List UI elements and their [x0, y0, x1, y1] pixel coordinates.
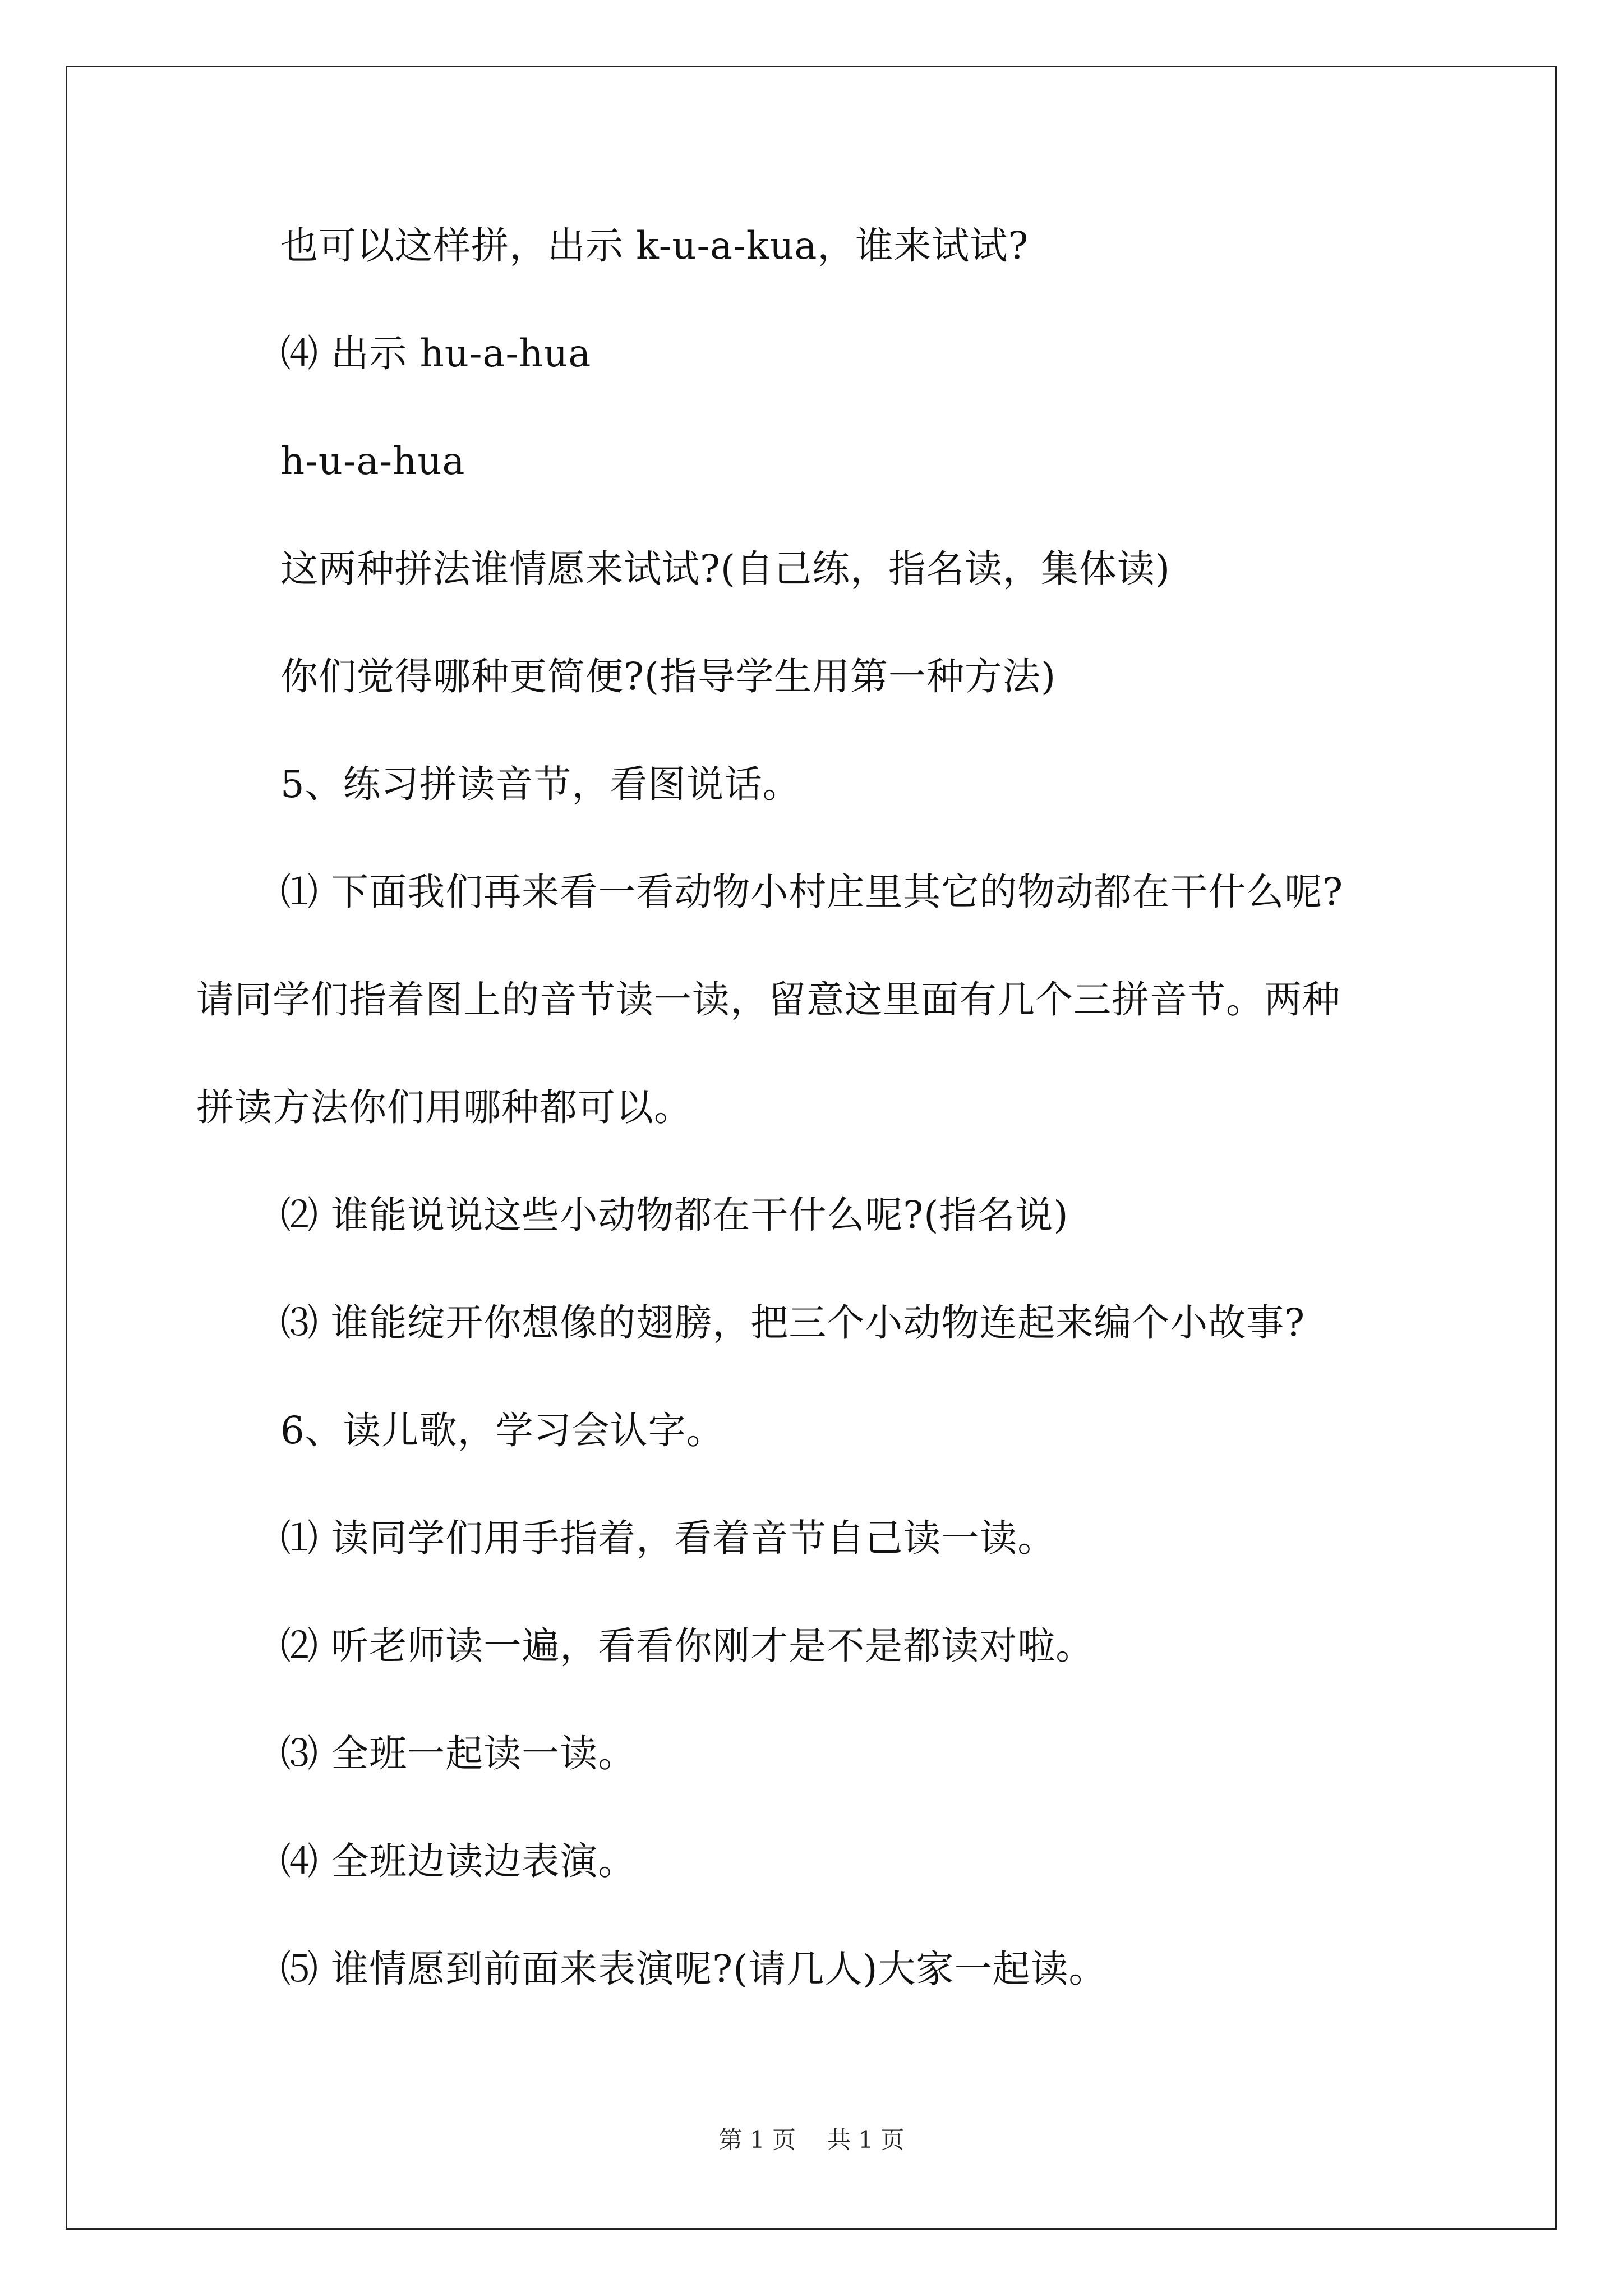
paragraph: 你们觉得哪种更简便?(指导学生用第一种方法) [280, 655, 1057, 698]
paragraph: h-u-a-hua [280, 439, 465, 483]
paragraph: 这两种拼法谁情愿来试试?(自己练，指名读，集体读) [280, 547, 1171, 591]
paragraph: ⑶ 全班一起读一读。 [280, 1732, 637, 1775]
page-number: 第 1 页 [718, 2126, 796, 2154]
paragraph: ⑵ 听老师读一遍，看看你刚才是不是都读对啦。 [280, 1624, 1094, 1668]
paragraph-line: 拼读方法你们用哪种都可以。 [196, 1085, 692, 1129]
paragraph: ⑶ 谁能绽开你想像的翅膀，把三个小动物连起来编个小故事? [280, 1301, 1306, 1345]
section-heading: 5、练习拼读音节，看图说话。 [280, 762, 801, 806]
paragraph: ⑴ 读同学们用手指着，看着音节自己读一读。 [280, 1516, 1056, 1560]
paragraph: ⑷ 出示 hu-a-hua [280, 332, 592, 375]
multiline-paragraph [196, 865, 1458, 1134]
paragraph-line: 请同学们指着图上的音节读一读，留意这里面有几个三拼音节。两种 [196, 978, 1340, 1022]
document-body [196, 219, 1458, 1996]
paragraph: ⑷ 全班边读边表演。 [280, 1839, 637, 1883]
page-footer [0, 2123, 1623, 2157]
section-heading: 6、读儿歌，学习会认字。 [280, 1409, 725, 1452]
paragraph: ⑸ 谁情愿到前面来表演呢?(请几人)大家一起读。 [280, 1947, 1107, 1991]
page-total: 共 1 页 [827, 2126, 905, 2154]
paragraph-line: ⑴ 下面我们再来看一看动物小村庄里其它的物动都在干什么呢? [280, 870, 1344, 914]
paragraph: 也可以这样拼，出示 k-u-a-kua，谁来试试? [280, 224, 1029, 268]
paragraph: ⑵ 谁能说说这些小动物都在干什么呢?(指名说) [280, 1193, 1069, 1237]
